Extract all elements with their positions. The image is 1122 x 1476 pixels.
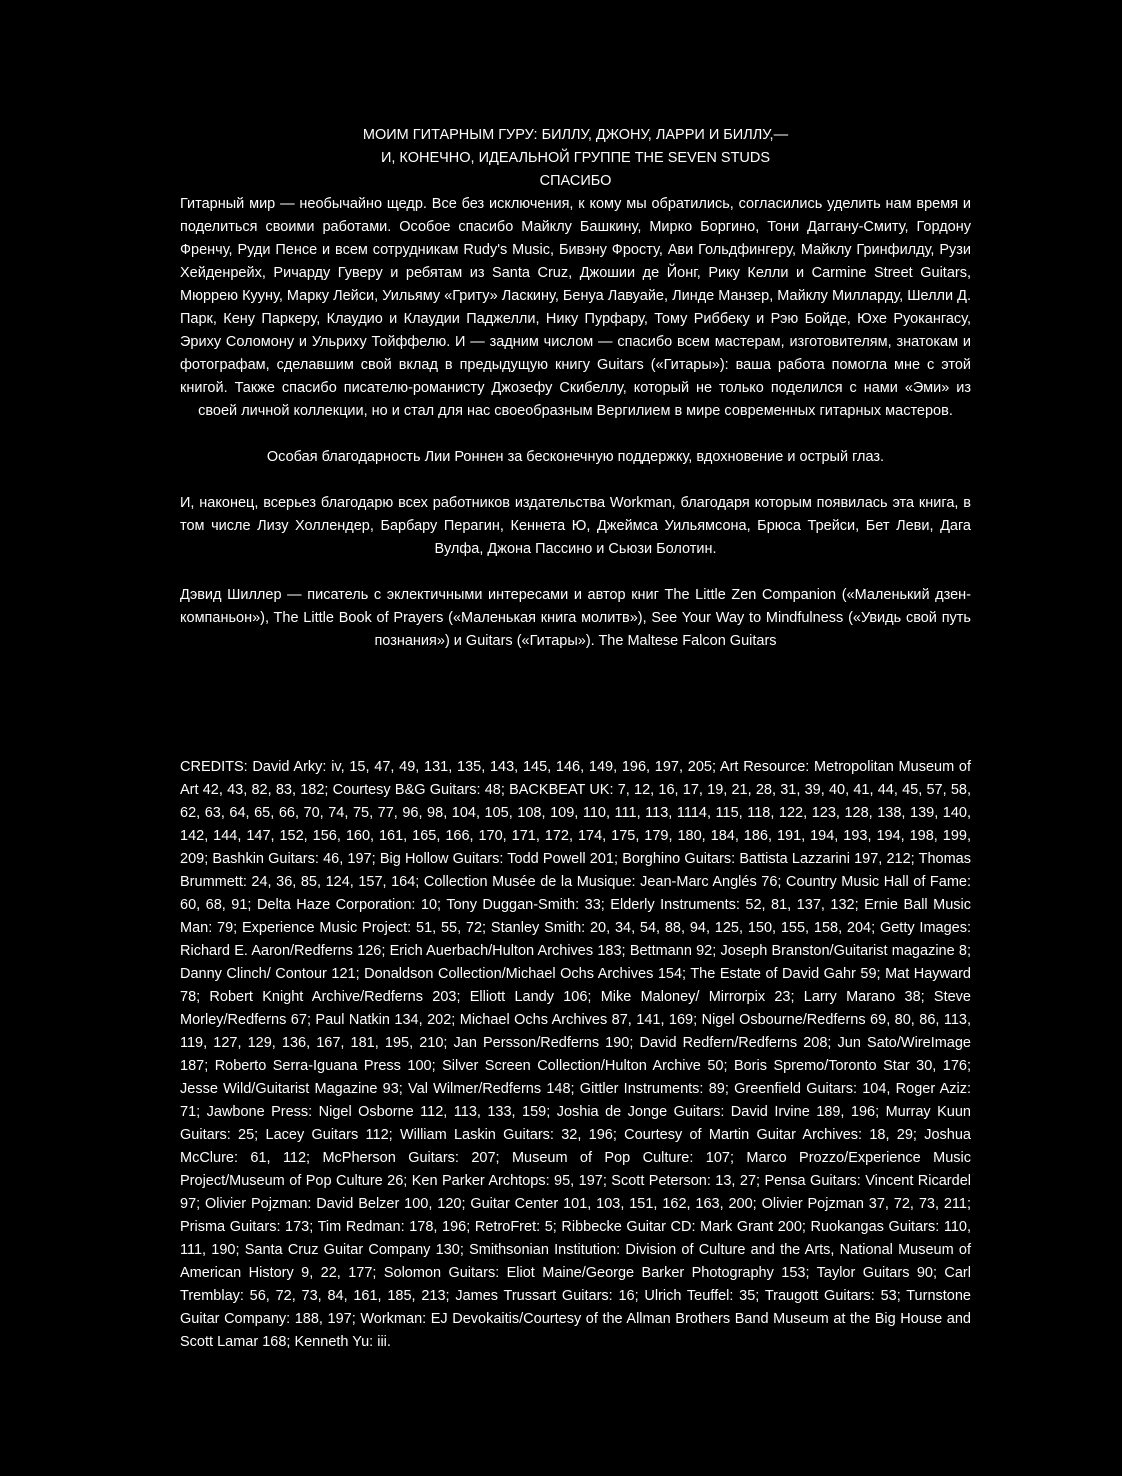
dedication xyxy=(180,124,971,170)
spacer xyxy=(180,469,971,492)
thanks-heading: СПАСИБО xyxy=(539,173,612,189)
dedication-line-2: И, КОНЕЧНО, ИДЕАЛЬНОЙ ГРУППЕ THE SEVEN STUDS xyxy=(380,150,771,166)
thanks-paragraph-2: Особая благодарность Лии Роннен за бесконечную поддержку, вдохновение и острый глаз. xyxy=(266,449,885,465)
dedication-line-1: МОИМ ГИТАРНЫМ ГУРУ: БИЛЛУ, ДЖОНУ, ЛАРРИ И БИЛЛУ,— xyxy=(362,127,789,143)
thanks-paragraph-1: Гитарный мир — необычайно щедр. Все без исключения, к кому мы обратились, согласились уделить нам время и поделиться своими работами. Особое спасибо Майклу Башкину, Мирко Боргино, Тони Даггану-Смиту, Гордону Френчу, Руди Пенсе и всем сотрудникам Rudy's Music, Бивэну Фросту, Ави Гольдфингеру, Майклу Гринфилду, Рузи Хейденрейх, Ричарду Гуверу и ребятам из Santa Cruz, Джошии де Йонг, Рику Келли и Carmine Street Guitars, Мюррею Кууну, Марку Лейси, Уильяму «Гриту» Ласкину, Бенуа Лавуайе, Линде Манзер, Майклу Милларду, Шелли Д. Парк, Кену Паркеру, Клаудио и Клаудии Паджелли, Нику Пурфару, Тому Риббеку и Рэю Бойде, Юхе Руокангасу, Эриху Соломону и Ульриху Тойффелю. И — задним числом — спасибо всем мастерам, изготовителям, знатокам и фотографам, сделавшим свой вклад в предыдущую книгу Guitars («Гитары»): ваша работа помогла мне с этой книгой. Также спасибо писателю-романисту Джозефу Скибеллу, который не только поделился с нами «Эми» из своей личной коллекции, но и стал для нас своеобразным Вергилием в мире современных гитарных мастеров. xyxy=(180,196,971,419)
thanks-paragraph-3: И, наконец, всерьез благодарю всех работников издательства Workman, благодаря которым появилась эта книга, в том числе Лизу Холлендер, Барбару Перагин, Кеннета Ю, Джеймса Уильямсона, Брюса Трейси, Бет Леви, Дага Вулфа, Джона Пассино и Сьюзи Болотин. xyxy=(180,495,971,557)
author-bio: Дэвид Шиллер — писатель с эклектичными интересами и автор книг The Little Zen Companion («Маленький дзен-компаньон»), The Little Book of Prayers («Маленькая книга молитв»), See Your Way to Mindfulness («Увидь свой путь познания») и Guitars («Гитары»). The Maltese Falcon Guitars xyxy=(180,587,971,649)
acknowledgements-section xyxy=(180,124,971,653)
photo-credits: CREDITS: David Arky: iv, 15, 47, 49, 131, 135, 143, 145, 146, 149, 196, 197, 205; Art Resource: Metropolitan Museum of Art 42, 43, 82, 83, 182; Courtesy B&G Guitars: 48; BACKBEAT UK: 7, 12, 16, 17, 19, 21, 28, 31, 39, 40, 41, 44, 45, 57, 58, 62, 63, 64, 65, 66, 70, 74, 75, 77, 96, 98, 104, 105, 108, 109, 110, 111, 113, 1114, 115, 118, 122, 123, 128, 138, 139, 140, 142, 144, 147, 152, 156, 160, 161, 165, 166, 170, 171, 172, 174, 175, 179, 180, 184, 186, 191, 194, 193, 194, 198, 199, 209; Bashkin Guitars: 46, 197; Big Hollow Guitars: Todd Powell 201; Borghino Guitars: Battista Lazzarini 197, 212; Thomas Brummett: 24, 36, 85, 124, 157, 164; Collection Musée de la Musique: Jean-Marc Anglés 76; Country Music Hall of Fame: 60, 68, 91; Delta Haze Corporation: 10; Tony Duggan-Smith: 33; Elderly Instruments: 52, 81, 137, 132; Ernie Ball Music Man: 79; Experience Music Project: 51, 55, 72; Stanley Smith: 20, 34, 54, 88, 94, 125, 150, 155, 158, 204; Getty Images: Richard E. Aaron/Redferns 126; Erich Auerbach/Hulton Archives 183; Bettmann 92; Joseph Branston/Guitarist magazine 8; Danny Clinch/ Contour 121; Donaldson Collection/Michael Ochs Archives 154; The Estate of David Gahr 59; Mat Hayward 78; Robert Knight Archive/Redferns 203; Elliott Landy 106; Mike Maloney/ Mirrorpix 23; Larry Marano 38; Steve Morley/Redferns 67; Paul Natkin 134, 202; Michael Ochs Archives 87, 141, 169; Nigel Osbourne/Redferns 69, 80, 86, 113, 119, 127, 129, 136, 167, 181, 195, 210; Jan Persson/Redferns 190; David Redfern/Redferns 208; Jun Sato/WireImage 187; Roberto Serra-Iguana Press 100; Silver Screen Collection/Hulton Archive 50; Boris Spremo/Toronto Star 30, 176; Jesse Wild/Guitarist Magazine 93; Val Wilmer/Redferns 148; Gittler Instruments: 89; Greenfield Guitars: 104, Roger Aziz: 71; Jawbone Press: Nigel Osborne 112, 113, 133, 159; Joshia de Jonge Guitars: David Irvine 189, 196; Murray Kuun Guitars: 25; Lacey Guitars 112; William Laskin Guitars: 32, 196; Courtesy of Martin Guitar Archives: 18, 29; Joshua McClure: 61, 112; McPherson Guitars: 207; Museum of Pop Culture: 107; Marco Prozzo/Experience Music Project/Museum of Pop Culture 26; Ken Parker Archtops: 95, 197; Scott Peterson: 13, 27; Pensa Guitars: Vincent Ricardel 97; Olivier Pojzman: David Belzer 100, 120; Guitar Center 101, 103, 151, 162, 163, 200; Olivier Pojzman 37, 72, 73, 211; Prisma Guitars: 173; Tim Redman: 178, 196; RetroFret: 5; Ribbecke Guitar CD: Mark Grant 200; Ruokangas Guitars: 110, 111, 190; Santa Cruz Guitar Company 130; Smithsonian Institution: Division of Culture and the Arts, National Museum of American History 9, 22, 177; Solomon Guitars: Eliot Maine/George Barker Photography 153; Taylor Guitars 90; Carl Tremblay: 56, 72, 73, 84, 161, 185, 213; James Trussart Guitars: 16; Ulrich Teuffel: 35; Traugott Guitars: 53; Turnstone Guitar Company: 188, 197; Workman: EJ Devokaitis/Courtesy of the Allman Brothers Band Museum at the Big House and Scott Lamar 168; Kenneth Yu: iii. xyxy=(180,759,971,1350)
spacer xyxy=(180,561,971,584)
spacer xyxy=(180,423,971,446)
